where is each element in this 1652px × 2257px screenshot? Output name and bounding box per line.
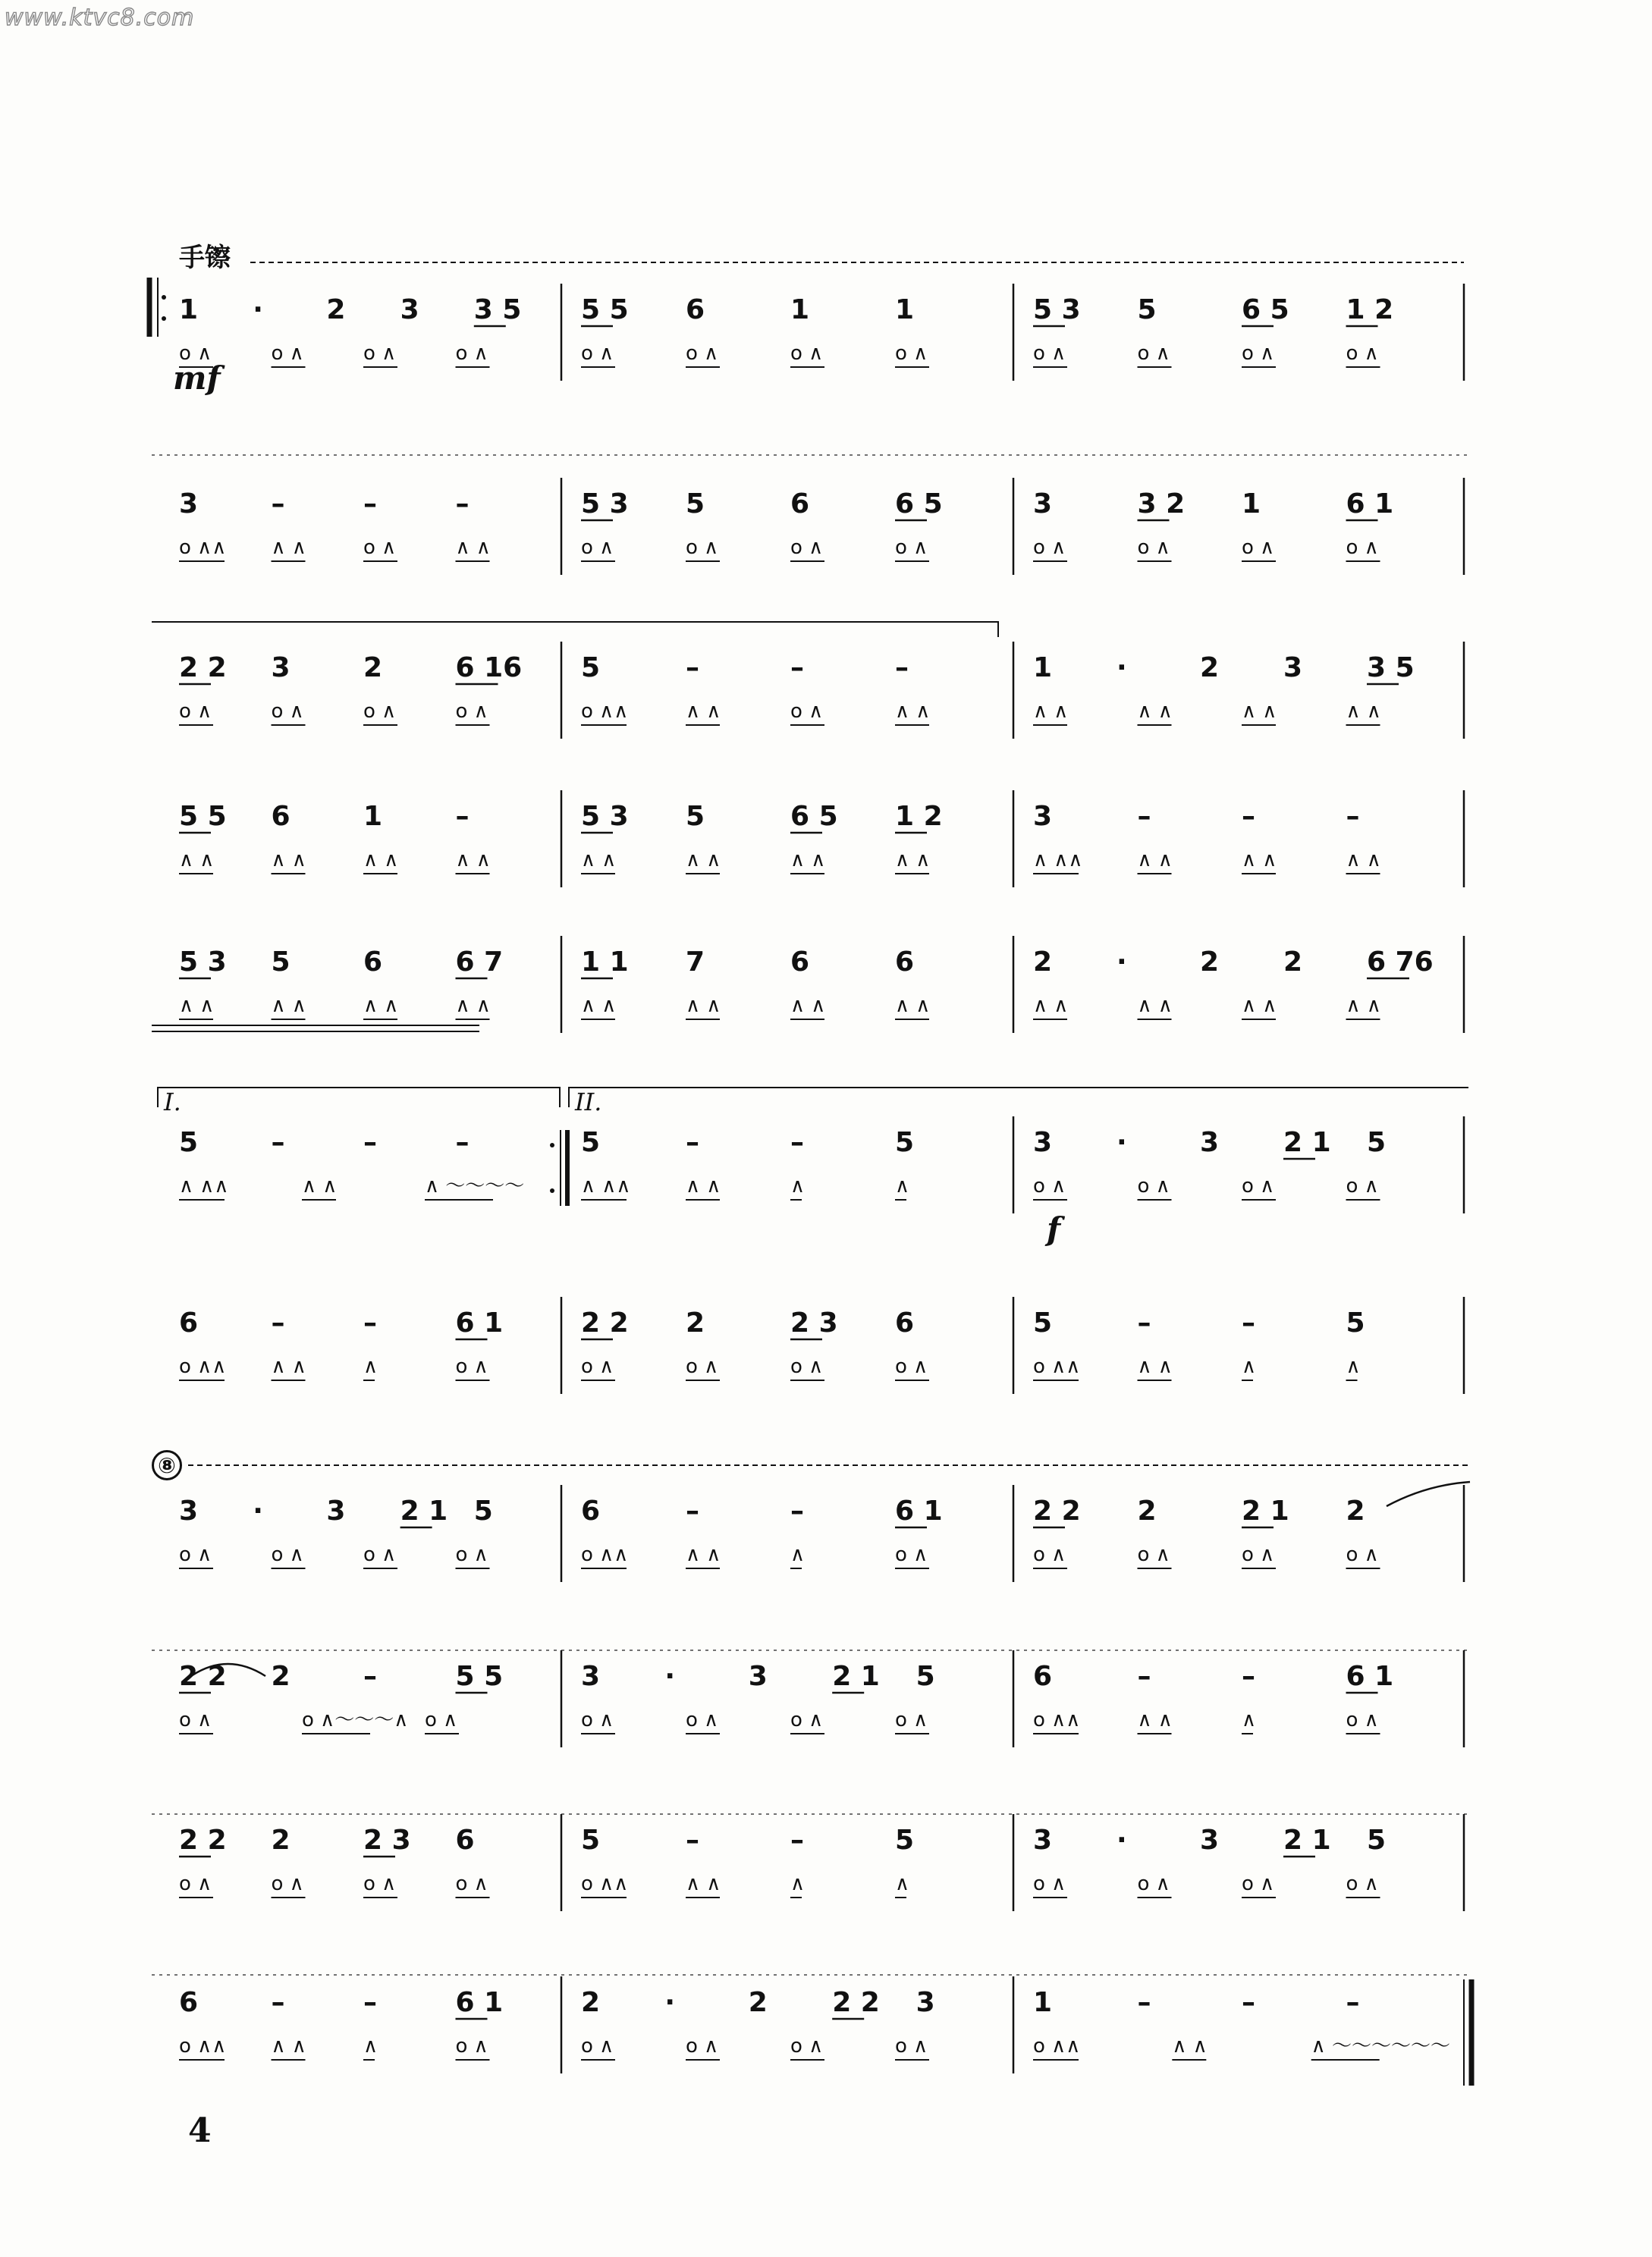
cymbal-stroke: o ∧∧ (581, 1543, 629, 1566)
sustain-dash: – (363, 1127, 377, 1158)
dot-mark: · (253, 1496, 263, 1527)
cymbal-stroke: o ∧ (581, 1355, 614, 1378)
cymbal-stroke: ∧ (363, 1355, 378, 1378)
cymbal-stroke: o ∧∧ (581, 700, 629, 723)
notation-row (179, 936, 1464, 1033)
sustain-dash: – (686, 1825, 699, 1856)
note: 1 2 (1346, 294, 1394, 325)
cymbal-stroke: ∧ ∧ (455, 849, 491, 871)
cymbal-stroke: o ∧ (1137, 536, 1170, 559)
note: 3 (748, 1661, 768, 1692)
sustain-dash: – (271, 1987, 285, 2018)
note: 6 (179, 1987, 199, 2018)
note: 2 1 (1283, 1127, 1331, 1158)
cymbal-stroke: o ∧ (179, 1872, 212, 1895)
cymbal-stroke: o ∧ (179, 700, 212, 723)
note: 5 3 (179, 946, 227, 978)
cymbal-stroke: o ∧ (1242, 1543, 1275, 1566)
note: 3 (1033, 1825, 1053, 1856)
repeat-start-dot (162, 316, 166, 321)
volta-first-label: I. (164, 1088, 181, 1116)
note: 5 (895, 1127, 915, 1158)
cymbal-stroke: o ∧ (1346, 1872, 1379, 1895)
watermark: www.ktvc8.com (5, 5, 195, 31)
cymbal-stroke: ∧ (1346, 1355, 1361, 1378)
cymbal-stroke: o ∧ (1242, 1872, 1275, 1895)
cymbal-stroke: ∧ (1242, 1709, 1257, 1731)
cymbal-stroke: o ∧ (1033, 342, 1066, 365)
cymbal-stroke: ∧ ∧ (1137, 994, 1173, 1017)
note: 5 (1137, 294, 1157, 325)
cymbal-stroke: o ∧ (895, 536, 928, 559)
note: 3 (326, 1496, 346, 1527)
note: 1 (363, 801, 383, 832)
note: 6 1 (1346, 488, 1394, 520)
cymbal-stroke: ∧ ∧ (271, 1355, 306, 1378)
cymbal-stroke: o ∧ (790, 700, 824, 723)
notation-row (179, 284, 1464, 381)
cymbal-stroke: o ∧ (686, 342, 719, 365)
cymbal-stroke: o ∧ (686, 536, 719, 559)
cymbal-stroke: ∧ ∧ (1137, 1355, 1173, 1378)
note: 5 (581, 652, 601, 683)
note: 2 2 (179, 1825, 227, 1856)
note: 5 (916, 1661, 935, 1692)
cymbal-stroke: ∧ ∧ (1242, 849, 1277, 871)
score-rows (179, 284, 1464, 2073)
note: 1 (1033, 652, 1053, 683)
cymbal-stroke: ∧ ∧ (179, 994, 215, 1017)
note: 6 1 (455, 1987, 504, 2018)
sustain-dash: – (455, 488, 470, 520)
cymbal-stroke: o ∧ (271, 1543, 304, 1566)
dot-mark: · (664, 1987, 676, 2018)
sustain-dash: – (790, 1496, 804, 1527)
note: 6 7 (455, 946, 504, 978)
cymbal-stroke: ∧ ∧ (895, 849, 931, 871)
cymbal-stroke: ∧ ∧ (790, 849, 826, 871)
cymbal-stroke: ∧ ∧ (271, 536, 306, 559)
cymbal-stroke: ∧ ∧ (455, 994, 491, 1017)
note: 1 2 (895, 801, 943, 832)
dot-mark: · (1117, 652, 1127, 683)
note: 6 (686, 294, 705, 325)
note: 2 (686, 1307, 705, 1339)
note: 5 (1367, 1127, 1387, 1158)
sustain-dash: – (686, 652, 699, 683)
note: 1 (1033, 1987, 1053, 2018)
repeat-start-dot (162, 295, 166, 300)
sustain-dash: – (271, 1307, 285, 1339)
note: 6 (455, 1825, 475, 1856)
cymbal-stroke: o ∧ (363, 1543, 397, 1566)
cymbal-stroke: o ∧∧ (179, 536, 227, 559)
note: 2 2 (1033, 1496, 1081, 1527)
cymbal-stroke: o ∧ (895, 2035, 928, 2058)
note: 2 1 (400, 1496, 448, 1527)
cymbal-stroke: ∧ ∧ (1346, 994, 1381, 1017)
note: 3 (1033, 801, 1053, 832)
note: 2 (271, 1661, 291, 1692)
note: 2 2 (179, 1661, 227, 1692)
cymbal-stroke: o ∧ (1346, 536, 1379, 559)
note: 1 1 (581, 946, 629, 978)
part-label: 手镲 (179, 243, 231, 273)
note: 5 3 (1033, 294, 1081, 325)
cymbal-stroke: ∧ ∧ (1172, 2035, 1208, 2058)
row3-bracket (152, 622, 998, 637)
notation-row (179, 1976, 1450, 2073)
note: 5 (581, 1825, 601, 1856)
note: 3 (916, 1987, 935, 2018)
note: 6 (1033, 1661, 1053, 1692)
cymbal-stroke: o ∧ (1137, 1175, 1170, 1198)
cymbal-stroke: ∧ ∧ (686, 700, 721, 723)
cymbal-stroke: ∧ ∧ (581, 849, 617, 871)
sustain-dash: – (455, 1127, 470, 1158)
note: 3 (179, 1496, 199, 1527)
note: 6 5 (790, 801, 838, 832)
note: 2 (1200, 652, 1220, 683)
note: 5 (686, 488, 705, 520)
cymbal-stroke: ∧ ～～～～ (425, 1175, 525, 1198)
note: 2 3 (363, 1825, 411, 1856)
cymbal-stroke: ∧ ∧ (179, 849, 215, 871)
cymbal-stroke: o ∧ (581, 342, 614, 365)
note: 6 (581, 1496, 601, 1527)
cymbal-stroke: o ∧ (790, 536, 824, 559)
note: 7 (686, 946, 705, 978)
cymbal-stroke: ∧ ∧ (1137, 849, 1173, 871)
sustain-dash: – (1242, 801, 1255, 832)
repeat-end-dot (550, 1143, 554, 1147)
cymbal-stroke: ∧ ∧ (790, 994, 826, 1017)
note: 5 (271, 946, 291, 978)
cymbal-stroke: o ∧ (1033, 536, 1066, 559)
cymbal-stroke: o ∧ (1346, 1709, 1379, 1731)
note: 3 (179, 488, 199, 520)
sustain-dash: – (271, 488, 285, 520)
cymbal-stroke: ∧ ∧ (1137, 700, 1173, 723)
cymbal-stroke: ∧ ∧ (895, 700, 931, 723)
note: 1 (179, 294, 199, 325)
cymbal-stroke: o ∧ (179, 1709, 212, 1731)
note: 5 5 (581, 294, 629, 325)
cymbal-stroke: o ∧ (790, 1709, 824, 1731)
cymbal-stroke: ∧ (790, 1872, 806, 1895)
note: 6 (790, 946, 810, 978)
notation-row (179, 1650, 1464, 1747)
note: 2 (748, 1987, 768, 2018)
cymbal-stroke: o ∧ (895, 342, 928, 365)
dynamic-mf: mf (173, 359, 221, 397)
cymbal-stroke: o ∧ (790, 1355, 824, 1378)
cymbal-stroke: ∧ ∧∧ (581, 1175, 631, 1198)
volta-second-label: II. (575, 1088, 602, 1116)
note: 5 (1033, 1307, 1053, 1339)
note: 2 1 (1283, 1825, 1331, 1856)
sustain-dash: – (1346, 1987, 1360, 2018)
sustain-dash: – (790, 1825, 804, 1856)
note: 2 (581, 1987, 601, 2018)
sustain-dash: – (790, 652, 804, 683)
note: 2 1 (1242, 1496, 1289, 1527)
cymbal-stroke: o ∧ (1346, 1175, 1379, 1198)
cymbal-stroke: o ∧ (455, 1872, 488, 1895)
rehearsal-mark: ⑧ (152, 1450, 182, 1480)
note: 5 (686, 801, 705, 832)
cymbal-stroke: ∧ ∧ (1137, 1709, 1173, 1731)
notation-row (179, 642, 1464, 739)
note: 5 5 (179, 801, 227, 832)
cymbal-stroke: ∧ ∧ (1242, 700, 1277, 723)
note: 5 (895, 1825, 915, 1856)
sustain-dash: – (1137, 1307, 1151, 1339)
cymbal-stroke: o ∧ (895, 1709, 928, 1731)
note: 6 (271, 801, 291, 832)
sustain-dash: – (1346, 801, 1360, 832)
note: 5 (179, 1127, 199, 1158)
cymbal-stroke: o ∧ (363, 1872, 397, 1895)
note: 6 (790, 488, 810, 520)
notation-row (179, 790, 1464, 887)
sustain-dash: – (686, 1127, 699, 1158)
sustain-dash: – (1137, 801, 1151, 832)
note: 6 (179, 1307, 199, 1339)
cymbal-stroke: ∧ (1242, 1355, 1257, 1378)
note: 3 5 (1367, 652, 1415, 683)
sustain-dash: – (686, 1496, 699, 1527)
sustain-dash: – (363, 488, 377, 520)
note: 6 16 (455, 652, 523, 683)
cymbal-stroke: o ∧ (179, 342, 212, 365)
repeat-end-dot (550, 1188, 554, 1193)
cymbal-stroke: o ∧ (455, 342, 488, 365)
cymbal-stroke: ∧ ∧ (271, 849, 306, 871)
notation-row (179, 1485, 1464, 1582)
dot-mark: · (253, 294, 263, 325)
sustain-dash: – (271, 1127, 285, 1158)
note: 5 (581, 1127, 601, 1158)
note: 3 (1033, 488, 1053, 520)
note: 2 (363, 652, 383, 683)
note: 3 (1033, 1127, 1053, 1158)
sustain-dash: – (790, 1127, 804, 1158)
note: 2 (1033, 946, 1053, 978)
note: 5 3 (581, 488, 629, 520)
note: 2 2 (581, 1307, 629, 1339)
cymbal-stroke: o ∧ (455, 2035, 488, 2058)
cymbal-stroke: o ∧ (1137, 342, 1170, 365)
sustain-dash: – (895, 652, 909, 683)
cymbal-stroke: o ∧ (581, 1709, 614, 1731)
note: 6 (363, 946, 383, 978)
note: 3 (581, 1661, 601, 1692)
cymbal-stroke: ∧ (790, 1175, 806, 1198)
cymbal-stroke: o ∧ (363, 700, 397, 723)
cymbal-stroke: ∧ (895, 1872, 910, 1895)
cymbal-stroke: ∧ ∧ (1242, 994, 1277, 1017)
note: 6 (895, 1307, 915, 1339)
cymbal-stroke: o ∧ (686, 1709, 719, 1731)
sustain-dash: – (1242, 1987, 1255, 2018)
cymbal-stroke: ∧ ∧ (895, 994, 931, 1017)
cymbal-stroke: o ∧∧ (1033, 1709, 1081, 1731)
sustain-dash: – (455, 801, 470, 832)
cymbal-stroke: ∧ ∧ (581, 994, 617, 1017)
cymbal-stroke: o ∧ (271, 1872, 304, 1895)
cymbal-stroke: o ∧ (455, 1355, 488, 1378)
cymbal-stroke: o ∧ (895, 1355, 928, 1378)
cymbal-stroke: ∧ ∧ (271, 2035, 306, 2058)
cymbal-stroke: o ∧ (1137, 1543, 1170, 1566)
note: 2 2 (179, 652, 227, 683)
cymbal-stroke: ∧ ∧ (686, 1872, 721, 1895)
note: 6 1 (1346, 1661, 1394, 1692)
cymbal-stroke: o ∧ (1346, 1543, 1379, 1566)
cymbal-stroke: o ∧ (581, 2035, 614, 2058)
cymbal-stroke: o ∧ (425, 1709, 458, 1731)
cymbal-stroke: o ∧ (1242, 536, 1275, 559)
cymbal-stroke: o ∧ (1033, 1543, 1066, 1566)
note: 6 (895, 946, 915, 978)
note: 5 3 (581, 801, 629, 832)
note: 5 (1367, 1825, 1387, 1856)
cymbal-stroke: ∧ ∧ (363, 994, 399, 1017)
note: 3 (271, 652, 291, 683)
sustain-dash: – (1242, 1661, 1255, 1692)
note: 2 (326, 294, 346, 325)
cymbal-stroke: o ∧∧ (179, 1355, 227, 1378)
cymbal-stroke: ∧ (895, 1175, 910, 1198)
note: 2 3 (790, 1307, 838, 1339)
cymbal-stroke: o ∧ (1242, 342, 1275, 365)
note: 3 (1200, 1825, 1220, 1856)
notation-row (179, 1297, 1464, 1394)
cymbal-stroke: o ∧ (581, 536, 614, 559)
cymbal-stroke: ∧ ∧ (455, 536, 491, 559)
cymbal-stroke: o ∧ (363, 536, 397, 559)
note: 2 (271, 1825, 291, 1856)
cymbal-stroke: o ∧ (1033, 1175, 1066, 1198)
note: 3 2 (1137, 488, 1186, 520)
note: 3 (400, 294, 419, 325)
cymbal-stroke: o ∧ (790, 2035, 824, 2058)
cymbal-stroke: ∧ ∧ (1033, 994, 1069, 1017)
cymbal-stroke: o ∧ (790, 342, 824, 365)
cymbal-stroke: ∧ ∧ (271, 994, 306, 1017)
page-number: 4 (188, 2111, 212, 2150)
cymbal-stroke: o ∧ (455, 1543, 488, 1566)
note: 1 (1242, 488, 1261, 520)
cymbal-stroke: o ∧∧ (581, 1872, 629, 1895)
cymbal-stroke: ∧ ∧∧ (1033, 849, 1083, 871)
cymbal-stroke: o ∧ (686, 1355, 719, 1378)
note: 2 (1346, 1496, 1365, 1527)
cymbal-stroke: o ∧ (686, 2035, 719, 2058)
sustain-dash: – (1137, 1987, 1151, 2018)
note: 6 5 (895, 488, 943, 520)
sustain-dash: – (363, 1307, 377, 1339)
sustain-dash: – (363, 1987, 377, 2018)
note: 6 1 (455, 1307, 504, 1339)
cymbal-stroke: ∧ ∧ (686, 849, 721, 871)
note: 1 (895, 294, 915, 325)
cymbal-stroke: ∧ (790, 1543, 806, 1566)
cymbal-stroke: o ∧ (363, 342, 397, 365)
note: 6 1 (895, 1496, 943, 1527)
note: 2 1 (832, 1661, 880, 1692)
cymbal-stroke: ∧ ∧ (1033, 700, 1069, 723)
cymbal-stroke: ∧ ∧ (1346, 700, 1381, 723)
cymbal-stroke: ∧ ∧ (686, 1543, 721, 1566)
note: 2 (1283, 946, 1303, 978)
cymbal-stroke: ∧ ～～～～～～ (1311, 2035, 1450, 2058)
cymbal-stroke: o ∧∧ (1033, 1355, 1081, 1378)
cymbal-stroke: o ∧ (1137, 1872, 1170, 1895)
cymbal-stroke: o ∧ (1033, 1872, 1066, 1895)
slur (1387, 1482, 1470, 1506)
cymbal-stroke: ∧ ∧ (363, 849, 399, 871)
cymbal-stroke: ∧ ∧ (1346, 849, 1381, 871)
cymbal-stroke: o ∧ (271, 700, 304, 723)
note: 5 (1346, 1307, 1365, 1339)
notation-row (179, 1116, 1464, 1213)
volta-second-bracket (569, 1088, 1468, 1107)
cymbal-stroke: o ∧ (1242, 1175, 1275, 1198)
cymbal-stroke: o ∧ (455, 700, 488, 723)
dot-mark: · (664, 1661, 676, 1692)
cymbal-stroke: ∧ ∧ (686, 994, 721, 1017)
note: 3 (1200, 1127, 1220, 1158)
sustain-dash: – (1137, 1661, 1151, 1692)
cymbal-stroke: o ∧ (271, 342, 304, 365)
dot-mark: · (1117, 946, 1127, 978)
cymbal-stroke: o ∧ (1346, 342, 1379, 365)
cymbal-stroke: ∧ ∧ (302, 1175, 338, 1198)
cymbal-stroke: o ∧ (179, 1543, 212, 1566)
cymbal-stroke: ∧ ∧ (686, 1175, 721, 1198)
notation-row (179, 1814, 1464, 1911)
note: 2 2 (832, 1987, 880, 2018)
note: 3 (1283, 652, 1303, 683)
note: 2 (1137, 1496, 1157, 1527)
sustain-dash: – (363, 1661, 377, 1692)
note: 5 5 (455, 1661, 504, 1692)
cymbal-stroke: o ∧∧ (1033, 2035, 1081, 2058)
dot-mark: · (1117, 1127, 1127, 1158)
cymbal-stroke: o ∧∧ (179, 2035, 227, 2058)
note: 6 5 (1242, 294, 1289, 325)
cymbal-stroke: o ∧ (895, 1543, 928, 1566)
note: 6 76 (1367, 946, 1434, 978)
cymbal-stroke: ∧ ∧∧ (179, 1175, 229, 1198)
notation-row (179, 478, 1464, 575)
cymbal-stroke: ∧ (363, 2035, 378, 2058)
dynamic-f: f (1047, 1210, 1061, 1248)
cymbal-stroke: o ∧～～～∧ (302, 1709, 409, 1731)
volta-first-bracket (158, 1088, 560, 1107)
note: 5 (473, 1496, 493, 1527)
sustain-dash: – (1242, 1307, 1255, 1339)
note: 1 (790, 294, 810, 325)
note: 2 (1200, 946, 1220, 978)
dot-mark: · (1117, 1825, 1127, 1856)
note: 3 5 (473, 294, 522, 325)
